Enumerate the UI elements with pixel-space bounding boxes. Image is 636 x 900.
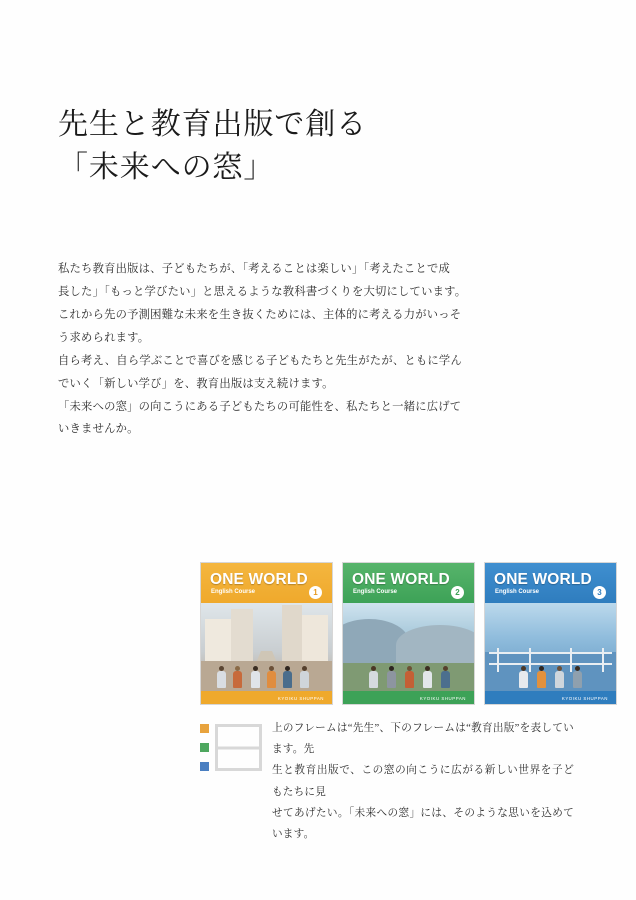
bridge-rail — [489, 652, 612, 654]
book-2-footer — [343, 691, 474, 704]
book-2-header — [343, 563, 474, 603]
textbook-cover-row — [200, 562, 608, 705]
bridge-post — [497, 648, 499, 672]
water-shape — [485, 652, 616, 691]
caption-line-1: 上のフレームは“先生”、下のフレームは“教育出版”を表しています。先 — [272, 723, 574, 756]
body-line-3: これから先の予測困難な未来を生き抜くためには、主体的に考える力がいっそ — [58, 308, 462, 321]
book-cover-one-world-3 — [484, 562, 617, 705]
student-figure — [251, 666, 260, 688]
body-line-4: う求められます。 — [58, 331, 150, 344]
book-2-illustration — [343, 603, 474, 691]
book-1-level-badge: 1 — [309, 586, 322, 599]
body-line-7: 「未来への窓」の向こうにある子どもたちの可能性を、私たちと一緒に広げて — [58, 400, 462, 413]
building-shape — [300, 615, 328, 661]
body-line-1: 私たち教育出版は、子どもたちが、「考えることは楽しい」「考えたことで成 — [58, 263, 451, 275]
body-line-2: 長した」「もっと学びたい」と思えるような教科書づくりを大切にしています。 — [58, 285, 467, 298]
book-3-footer — [485, 691, 616, 704]
color-square-blue-icon — [200, 762, 209, 771]
body-line-5: 自ら考え、自ら学ぶことで喜びを感じる子どもたちと先生がたが、ともに学ん — [58, 354, 462, 367]
page-title — [58, 104, 578, 189]
bridge-post — [602, 648, 604, 672]
window-frame-icon — [215, 724, 262, 771]
student-figure — [519, 666, 528, 688]
student-figure — [423, 666, 432, 688]
color-square-green-icon — [200, 743, 209, 752]
book-2-subtitle: English Course — [353, 589, 398, 595]
headline-line-1: 先生と教育出版で創る — [58, 107, 367, 142]
bridge-post — [529, 648, 531, 672]
book-3-subtitle: English Course — [495, 589, 540, 595]
window-frame-logo — [200, 722, 262, 784]
student-figure — [283, 666, 292, 688]
student-figure — [217, 666, 226, 688]
color-square-orange-icon — [200, 724, 209, 733]
body-line-8: いきませんか。 — [58, 423, 139, 436]
student-figure — [300, 666, 309, 688]
bridge-post — [570, 648, 572, 672]
book-cover-one-world-1 — [200, 562, 333, 705]
student-figure — [555, 666, 564, 688]
body-line-6: でいく「新しい学び」を、教育出版は支え続けます。 — [58, 377, 334, 390]
book-2-level-badge: 2 — [451, 586, 464, 599]
student-figure — [537, 666, 546, 688]
book-2-title: ONE WORLD — [352, 571, 450, 588]
building-shape — [205, 619, 231, 661]
student-figure — [369, 666, 378, 688]
book-3-header — [485, 563, 616, 603]
book-3-publisher: KYOIKU SHUPPAN — [561, 696, 608, 701]
book-1-header — [201, 563, 332, 603]
mountain-shape — [396, 625, 474, 665]
book-3-level-badge: 3 — [593, 586, 606, 599]
student-figure — [573, 666, 582, 688]
body-copy — [58, 258, 560, 441]
headline-line-2: 「未来への窓」 — [58, 149, 275, 185]
student-figure — [233, 666, 242, 688]
bridge-rail — [489, 663, 612, 665]
caption-line-2: 生と教育出版で、この窓の向こうに広がる新しい世界を子どもたちに見 — [272, 765, 574, 798]
caption-line-3: せてあげたい。「未来への窓」には、そのような思いを込めています。 — [272, 807, 574, 840]
book-cover-one-world-2 — [342, 562, 475, 705]
book-2-publisher: KYOIKU SHUPPAN — [419, 696, 466, 701]
building-shape — [231, 609, 253, 661]
logo-caption — [272, 718, 574, 845]
student-figure — [387, 666, 396, 688]
student-figure — [267, 666, 276, 688]
student-figure — [441, 666, 450, 688]
book-1-publisher: KYOIKU SHUPPAN — [277, 696, 324, 701]
book-1-illustration — [201, 603, 332, 691]
book-1-title: ONE WORLD — [210, 571, 308, 588]
book-3-title: ONE WORLD — [494, 571, 592, 588]
student-figure — [405, 666, 414, 688]
book-1-footer — [201, 691, 332, 704]
book-3-illustration — [485, 603, 616, 691]
building-shape — [282, 605, 302, 661]
book-1-subtitle: English Course — [211, 589, 256, 595]
